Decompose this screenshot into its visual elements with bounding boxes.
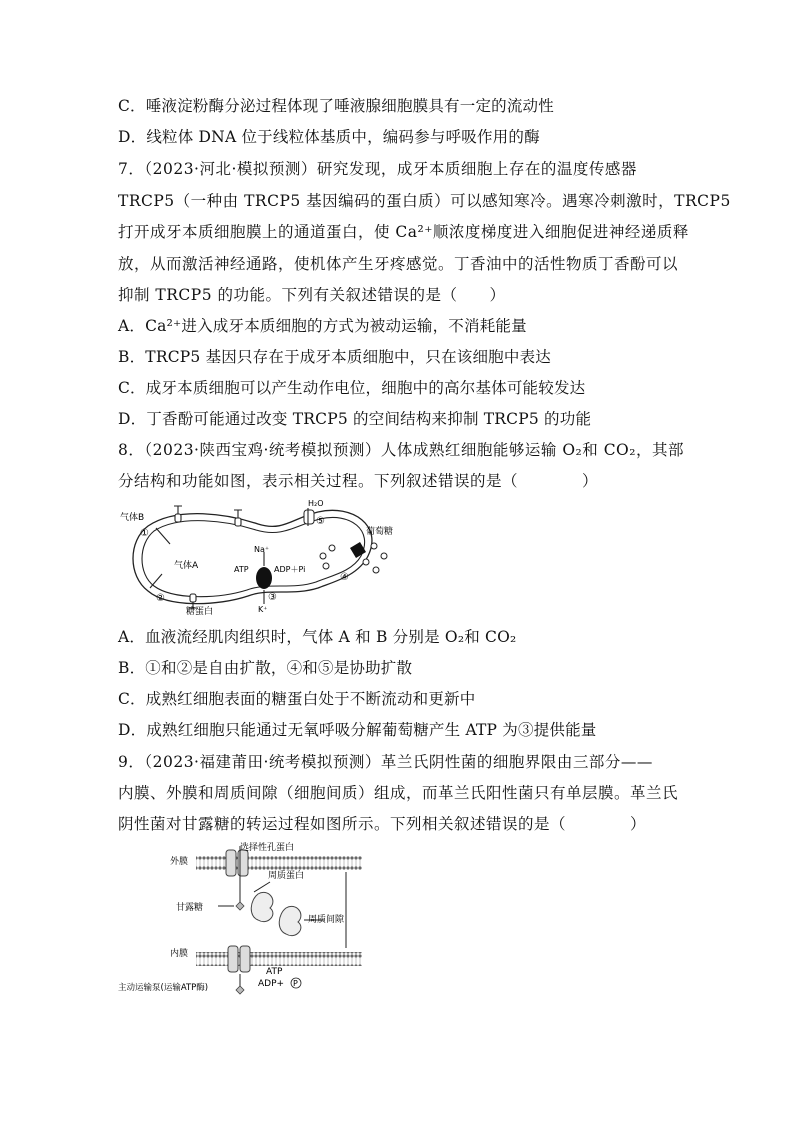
q8-figure-rbc [118, 496, 398, 616]
q7-stem-line-4: 放，从而激活神经通路，使机体产生牙疼感觉。丁香油中的活性物质丁香酚可以 [118, 255, 679, 273]
glucose-carrier [350, 542, 366, 558]
periplasm-protein-shape [251, 892, 273, 921]
label-atp: ATP [234, 565, 249, 574]
q8-option-c: C．成熟红细胞表面的糖蛋白处于不断流动和更新中 [118, 690, 476, 708]
porin [226, 850, 236, 876]
label-atp: ATP [266, 967, 283, 977]
q6-option-d: D．线粒体 DNA 位于线粒体基质中，编码参与呼吸作用的酶 [118, 128, 540, 146]
q8-stem-line-1: 8．（2023·陕西宝鸡·统考模拟预测）人体成熟红细胞能够运输 O₂和 CO₂，其部 [118, 441, 684, 459]
inner-membrane [196, 952, 362, 966]
label-n1: ① [140, 528, 149, 539]
q6-option-c: C．唾液淀粉酶分泌过程体现了唾液腺细胞膜具有一定的流动性 [118, 97, 554, 115]
label-n2: ② [156, 593, 165, 604]
transport-pump [228, 946, 238, 972]
q7-stem-line-3: 打开成牙本质细胞膜上的通道蛋白，使 Ca²⁺顺浓度梯度进入细胞促进神经递质释 [118, 223, 689, 241]
label-mannose: 甘露糖 [176, 903, 204, 913]
label-adp: ADP+ [258, 979, 285, 989]
label-h2o: H₂O [308, 499, 324, 508]
q7-option-c: C．成牙本质细胞可以产生动作电位，细胞中的高尔基体可能较发达 [118, 379, 586, 397]
q8-option-b: B．①和②是自由扩散，④和⑤是协助扩散 [118, 659, 413, 677]
q7-stem-line-1: 7．（2023·河北·模拟预测）研究发现，成牙本质细胞上存在的温度传感器 [118, 160, 637, 178]
q9-figure-transport [118, 842, 368, 1002]
label-pump: 主动运输泵(运输ATP酶) [118, 983, 209, 993]
label-periplasm-protein: 周质蛋白 [268, 871, 305, 881]
q7-stem-line-5: 抑制 TRCP5 的功能。下列有关叙述错误的是（ ） [118, 286, 506, 304]
q7-option-b: B．TRCP5 基因只存在于成牙本质细胞中，只在该细胞中表达 [118, 348, 551, 366]
aquaporin [304, 510, 314, 524]
label-n4: ④ [340, 572, 349, 583]
q8-stem-line-2: 分结构和功能如图，表示相关过程。下列叙述错误的是（ ） [118, 472, 599, 490]
q8-option-a: A．血液流经肌肉组织时，气体 A 和 B 分别是 O₂和 CO₂ [118, 628, 517, 646]
label-periplasm: 周质间隙 [308, 915, 345, 925]
q7-stem-line-2: TRCP5（一种由 TRCP5 基因编码的蛋白质）可以感知寒冷。遇寒冷刺激时，TRCP5 [118, 192, 731, 210]
q9-stem-line-2: 内膜、外膜和周质间隙（细胞间质）组成，而革兰氏阳性菌只有单层膜。革兰氏 [118, 784, 679, 802]
label-gas-a: 气体A [174, 561, 199, 571]
q7-option-d: D．丁香酚可能通过改变 TRCP5 的空间结构来抑制 TRCP5 的功能 [118, 410, 592, 428]
outer-membrane [196, 856, 362, 870]
q9-stem-line-1: 9．（2023·福建莆田·统考模拟预测）革兰氏阴性菌的细胞界限由三部分—— [118, 753, 653, 771]
label-na: Na⁺ [254, 545, 270, 554]
label-outer: 外膜 [170, 857, 189, 867]
q7-option-a: A．Ca²⁺进入成牙本质细胞的方式为被动运输，不消耗能量 [118, 317, 527, 335]
label-glucose: 葡萄糖 [366, 527, 394, 537]
label-n3: ③ [268, 592, 277, 603]
q8-option-d: D．成熟红细胞只能通过无氧呼吸分解葡萄糖产生 ATP 为③提供能量 [118, 721, 597, 739]
na-k-pump [256, 567, 272, 589]
q9-stem-line-3: 阴性菌对甘露糖的转运过程如图所示。下列相关叙述错误的是（ ） [118, 815, 647, 833]
label-adp: ADP＋Pi [274, 565, 306, 574]
label-p: P [293, 979, 298, 988]
label-k: K⁺ [258, 605, 268, 614]
label-gas-b: 气体B [120, 513, 145, 523]
label-n5: ⑤ [316, 516, 325, 527]
rbc-membrane-inner [142, 517, 365, 596]
label-glycoprotein: 糖蛋白 [186, 607, 214, 616]
label-porin: 选择性孔蛋白 [240, 843, 295, 853]
label-inner: 内膜 [170, 949, 189, 959]
